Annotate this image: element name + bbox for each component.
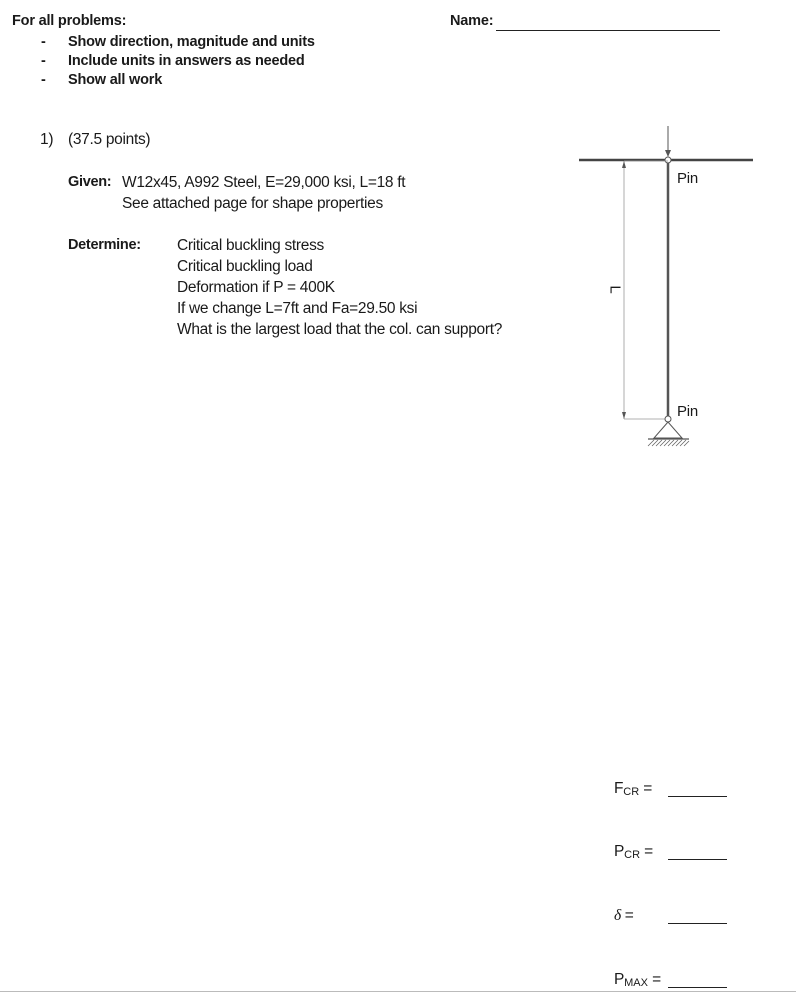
bullet-text: Show all work <box>68 72 163 88</box>
answer-symbol: P <box>614 843 625 860</box>
determine-item: Deformation if P = 400K <box>177 279 335 296</box>
given-line-1: W12x45, A992 Steel, E=29,000 ksi, L=18 ft <box>122 174 406 191</box>
bullet-dash: - <box>41 34 46 50</box>
answer-symbol: P <box>614 971 625 988</box>
instructions-title: For all problems: <box>12 13 127 29</box>
answer-symbol: F <box>614 780 624 797</box>
load-arrowhead <box>665 150 671 157</box>
answer-pcr-blank[interactable] <box>668 859 727 860</box>
bullet-text: Show direction, magnitude and units <box>68 34 315 50</box>
problem-points: (37.5 points) <box>68 131 151 148</box>
answer-symbol: δ <box>614 907 622 924</box>
bottom-pin-icon <box>665 416 671 422</box>
answer-subscript: CR <box>624 849 641 861</box>
length-label-wrap <box>606 281 624 298</box>
bullet-dash: - <box>41 53 46 69</box>
bottom-support-label: Pin <box>677 403 699 420</box>
answer-delta-blank[interactable] <box>668 923 727 924</box>
answer-equals: = <box>643 780 653 797</box>
problem-number: 1) <box>40 131 54 148</box>
answer-pmax-label <box>614 971 661 989</box>
pin-support-triangle <box>654 422 682 438</box>
determine-item: What is the largest load that the col. can support? <box>177 321 503 338</box>
name-blank[interactable] <box>496 30 720 31</box>
answer-pmax-blank[interactable] <box>668 987 727 988</box>
answer-delta-label <box>614 907 634 925</box>
dimension-arrow-top <box>622 161 626 168</box>
answer-equals: = <box>624 907 634 924</box>
ground-hatch-icon <box>648 440 689 446</box>
top-pin-icon <box>665 157 671 163</box>
answer-subscript: CR <box>623 786 640 798</box>
determine-item: Critical buckling load <box>177 258 313 275</box>
answer-equals: = <box>644 843 653 860</box>
determine-label: Determine: <box>68 237 141 253</box>
column-diagram <box>570 120 760 455</box>
bullet-dash: - <box>41 72 46 88</box>
answer-subscript: MAX <box>624 977 648 989</box>
name-label: Name: <box>450 13 494 29</box>
top-support-label: Pin <box>677 170 699 187</box>
determine-item: Critical buckling stress <box>177 237 324 254</box>
answer-pcr-label <box>614 843 653 861</box>
length-label: L <box>606 285 624 294</box>
given-label: Given: <box>68 174 112 190</box>
answer-equals: = <box>652 971 661 988</box>
dimension-arrow-bottom <box>622 412 626 419</box>
answer-fcr-label <box>614 780 652 798</box>
answer-fcr-blank[interactable] <box>668 796 727 797</box>
given-line-2: See attached page for shape properties <box>122 195 383 212</box>
page-bottom-rule <box>0 991 796 992</box>
bullet-text: Include units in answers as needed <box>68 53 305 69</box>
determine-item: If we change L=7ft and Fa=29.50 ksi <box>177 300 418 317</box>
